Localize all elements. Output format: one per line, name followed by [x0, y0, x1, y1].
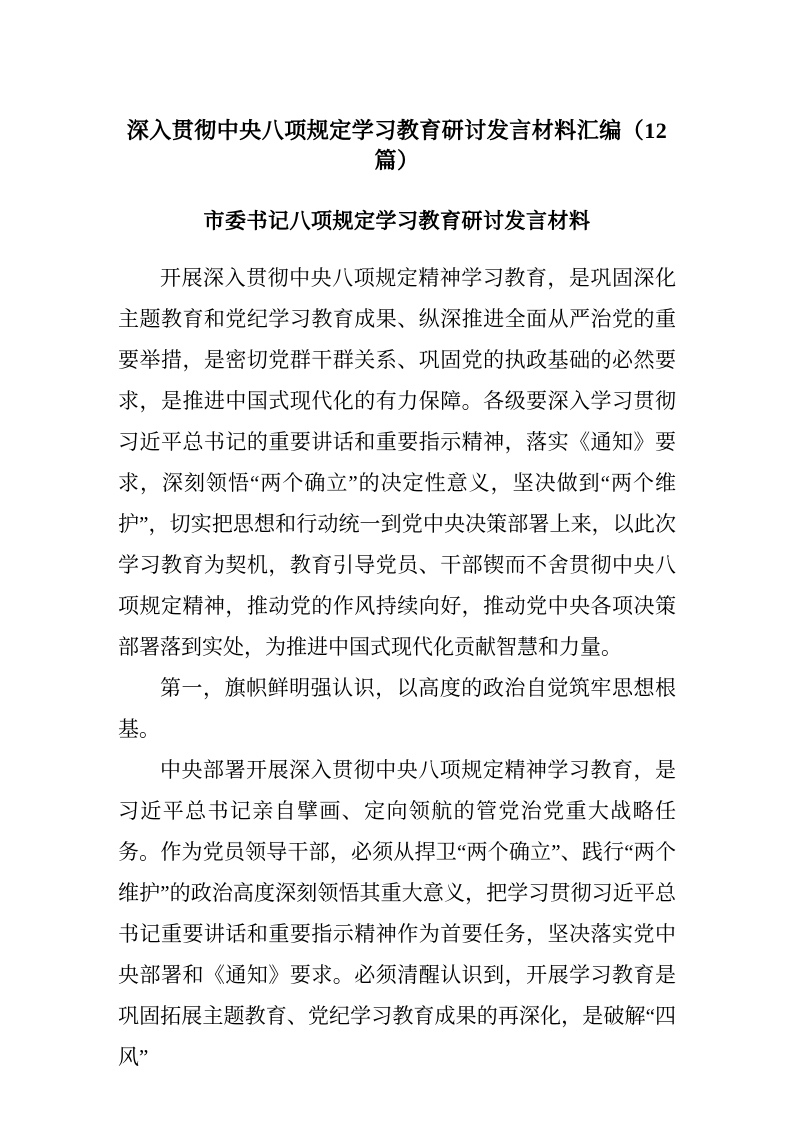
body-paragraph: 中央部署开展深入贯彻中央八项规定精神学习教育，是习近平总书记亲自擘画、定向领航的管党治党重大战略任务。作为党员领导干部，必须从捍卫“两个确立”、践行“两个维护”的政治高度深刻领悟其重大意义，把学习贯彻习近平总书记重要讲话和重要指示精神作为首要任务，坚决落实党中央部署和《通知》要求。必须清醒认识到，开展学习教育是巩固拓展主题教育、党纪学习教育成果的再深化，是破解“四风”	[118, 758, 676, 1069]
document-title: 深入贯彻中央八项规定学习教育研讨发言材料汇编（12篇）	[126, 118, 668, 173]
body-paragraph: 第一，旗帜鲜明强认识，以高度的政治自觉筑牢思想根基。	[118, 676, 676, 741]
body-paragraph: 开展深入贯彻中央八项规定精神学习教育，是巩固深化主题教育和党纪学习教育成果、纵深推进全面从严治党的重要举措，是密切党群干群关系、巩固党的执政基础的必然要求，是推进中国式现代化的有力保障。各级要深入学习贯彻习近平总书记的重要讲话和重要指示精神，落实《通知》要求，深刻领悟“两个确立”的决定性意义，坚决做到“两个维护”，切实把思想和行动统一到党中央决策部署上来，以此次学习教育为契机，教育引导党员、干部锲而不舍贯彻中央八项规定精神，推动党的作风持续向好，推动党中央各项决策部署落到实处，为推进中国式现代化贡献智慧和力量。	[118, 266, 676, 659]
paragraphs-container	[118, 258, 676, 1078]
document-subtitle: 市委书记八项规定学习教育研讨发言材料	[203, 209, 591, 233]
